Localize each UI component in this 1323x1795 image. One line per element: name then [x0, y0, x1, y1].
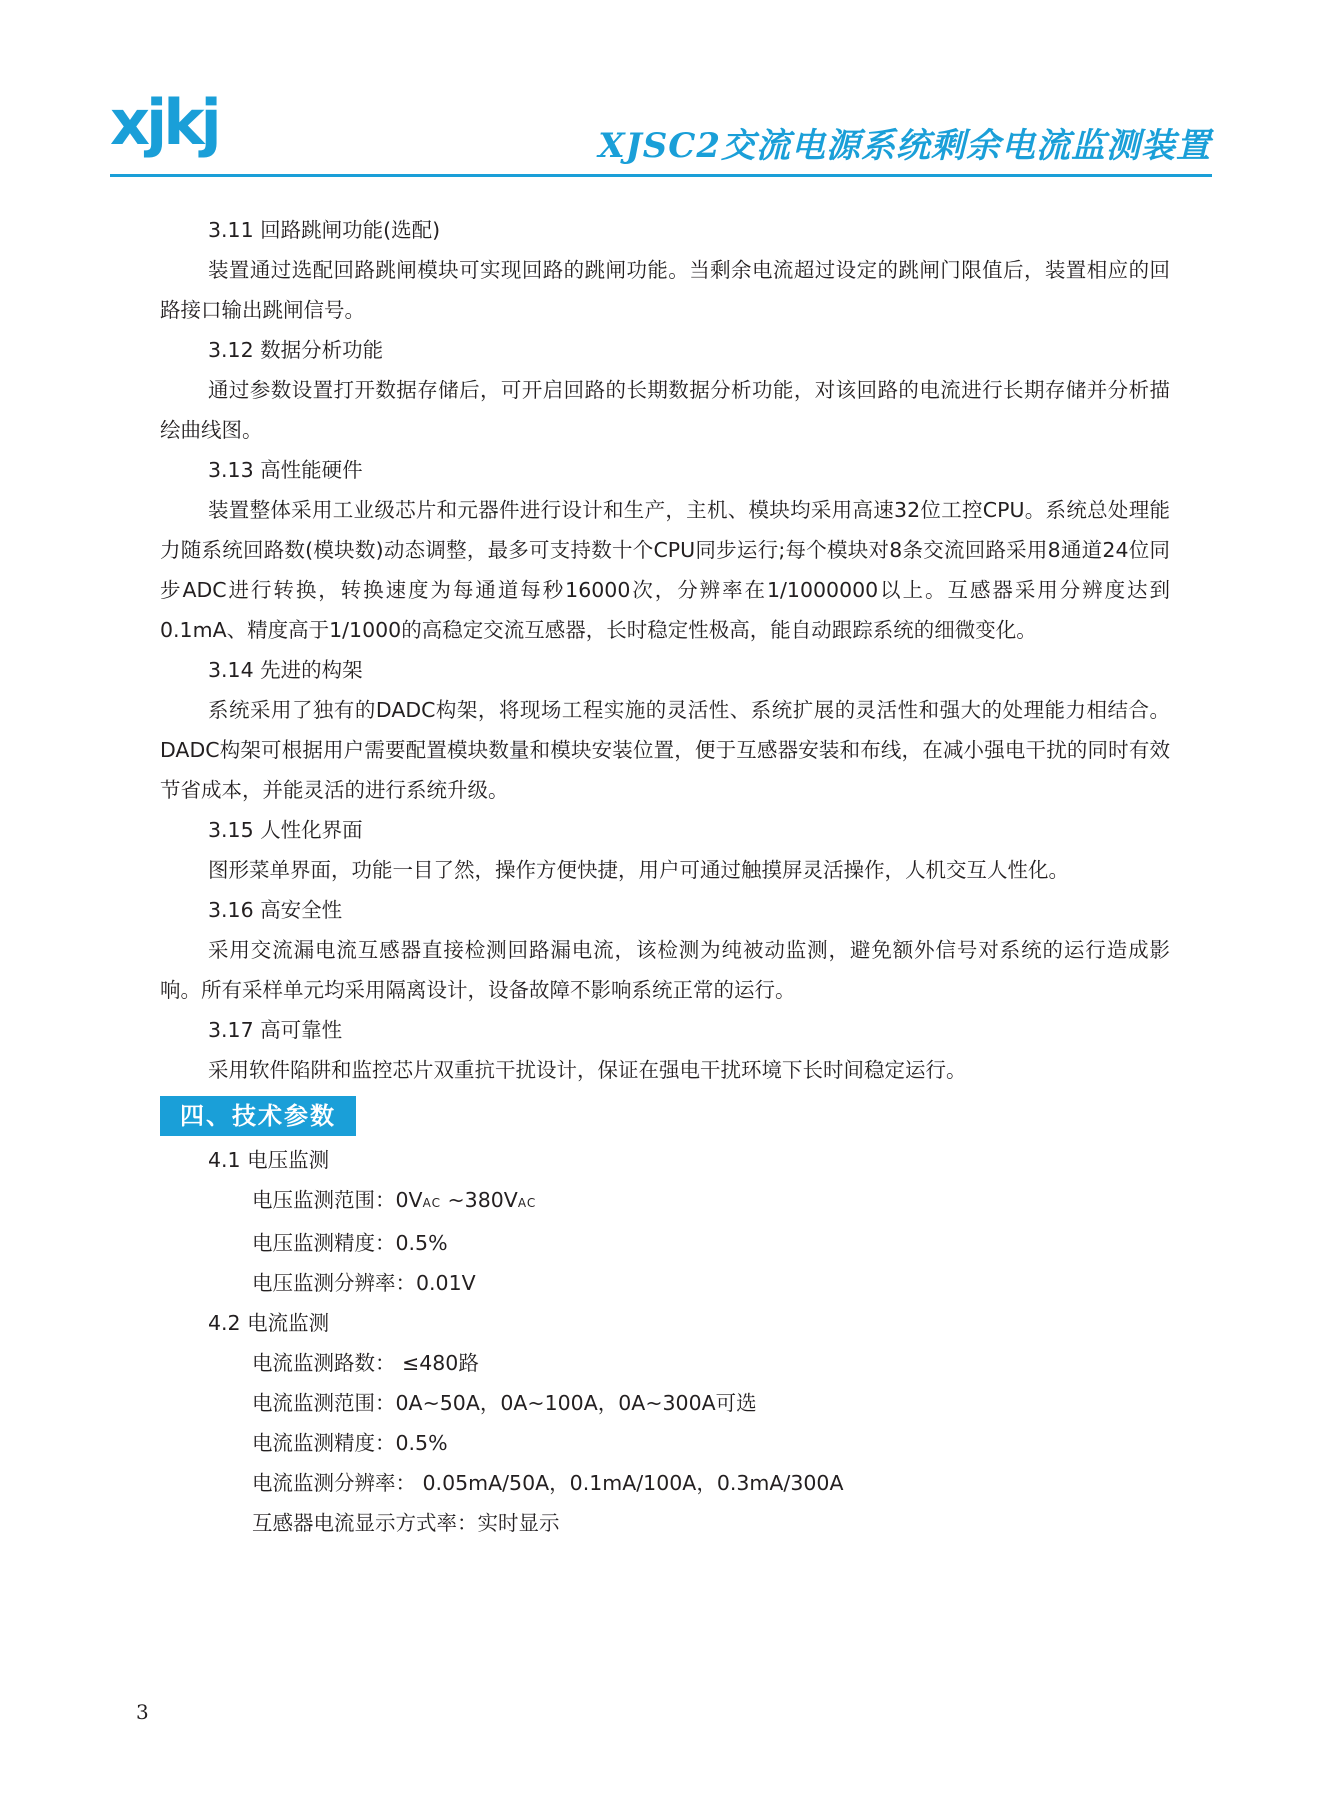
svg-text:xjkj: xjkj — [110, 92, 218, 159]
current-channels: 电流监测路数： ≤480路 — [252, 1351, 479, 1375]
section-heading: 3.11 回路跳闸功能(选配) — [208, 218, 441, 242]
voltage-range-label: 电压监测范围： — [252, 1188, 396, 1212]
section-heading: 3.14 先进的构架 — [208, 658, 363, 682]
section-paragraph: 采用交流漏电流互感器直接检测回路漏电流，该检测为纯被动监测，避免额外信号对系统的运行造成影响。所有采样单元均采用隔离设计，设备故障不影响系统正常的运行。 — [160, 938, 1170, 1002]
section-heading: 3.12 数据分析功能 — [208, 338, 384, 362]
section-paragraph: 通过参数设置打开数据存储后，可开启回路的长期数据分析功能，对该回路的电流进行长期存储并分析描绘曲线图。 — [160, 378, 1170, 442]
current-resolution: 电流监测分辨率： 0.05mA/50A，0.1mA/100A，0.3mA/300A — [252, 1471, 844, 1495]
section-heading: 3.13 高性能硬件 — [208, 458, 363, 482]
voltage-range-max: ~380V — [440, 1188, 518, 1212]
voltage-unit-ac: AC — [422, 1196, 441, 1210]
section-paragraph: 装置通过选配回路跳闸模块可实现回路的跳闸功能。当剩余电流超过设定的跳闸门限值后，装置相应的回路接口输出跳闸信号。 — [160, 258, 1170, 322]
section-heading: 3.16 高安全性 — [208, 898, 343, 922]
xjkj-logo — [110, 92, 250, 172]
header-divider — [110, 174, 1212, 177]
current-display-mode: 互感器电流显示方式率：实时显示 — [252, 1511, 560, 1535]
voltage-heading: 4.1 电压监测 — [208, 1148, 330, 1172]
section-paragraph: 系统采用了独有的DADC构架，将现场工程实施的灵活性、系统扩展的灵活性和强大的处理能力相结合。DADC构架可根据用户需要配置模块数量和模块安装位置，便于互感器安装和布线，在减小强电干扰的同时有效节省成本，并能灵活的进行系统升级。 — [160, 698, 1170, 802]
current-heading: 4.2 电流监测 — [208, 1311, 330, 1335]
section-heading: 3.15 人性化界面 — [208, 818, 363, 842]
voltage-range — [160, 1180, 1170, 1223]
current-range: 电流监测范围：0A~50A，0A~100A，0A~300A可选 — [252, 1391, 757, 1415]
tech-params-title: 四、技术参数 — [160, 1096, 356, 1136]
document-title: XJSC2交流电源系统剩余电流监测装置 — [598, 126, 1211, 166]
section-heading: 3.17 高可靠性 — [208, 1018, 343, 1042]
current-accuracy: 电流监测精度：0.5% — [252, 1431, 448, 1455]
voltage-unit-ac: AC — [517, 1196, 537, 1210]
section-paragraph: 采用软件陷阱和监控芯片双重抗干扰设计，保证在强电干扰环境下长时间稳定运行。 — [208, 1058, 967, 1082]
voltage-resolution: 电压监测分辨率：0.01V — [252, 1271, 476, 1295]
section-paragraph: 图形菜单界面，功能一目了然，操作方便快捷，用户可通过触摸屏灵活操作，人机交互人性化。 — [208, 858, 1069, 882]
main-content — [160, 210, 1170, 1543]
voltage-range-min: 0V — [395, 1188, 423, 1212]
voltage-accuracy: 电压监测精度：0.5% — [252, 1231, 448, 1255]
page-number: 3 — [136, 1700, 149, 1724]
section-paragraph: 装置整体采用工业级芯片和元器件进行设计和生产，主机、模块均采用高速32位工控CPU。系统总处理能力随系统回路数(模块数)动态调整，最多可支持数十个CPU同步运行;每个模块对8条交流回路采用8通道24位同步ADC进行转换，转换速度为每通道每秒16000次，分辨率在1/1000000以上。互感器采用分辨度达到0.1mA、精度高于1/1000的高稳定交流互感器，长时稳定性极高，能自动跟踪系统的细微变化。 — [160, 498, 1170, 642]
